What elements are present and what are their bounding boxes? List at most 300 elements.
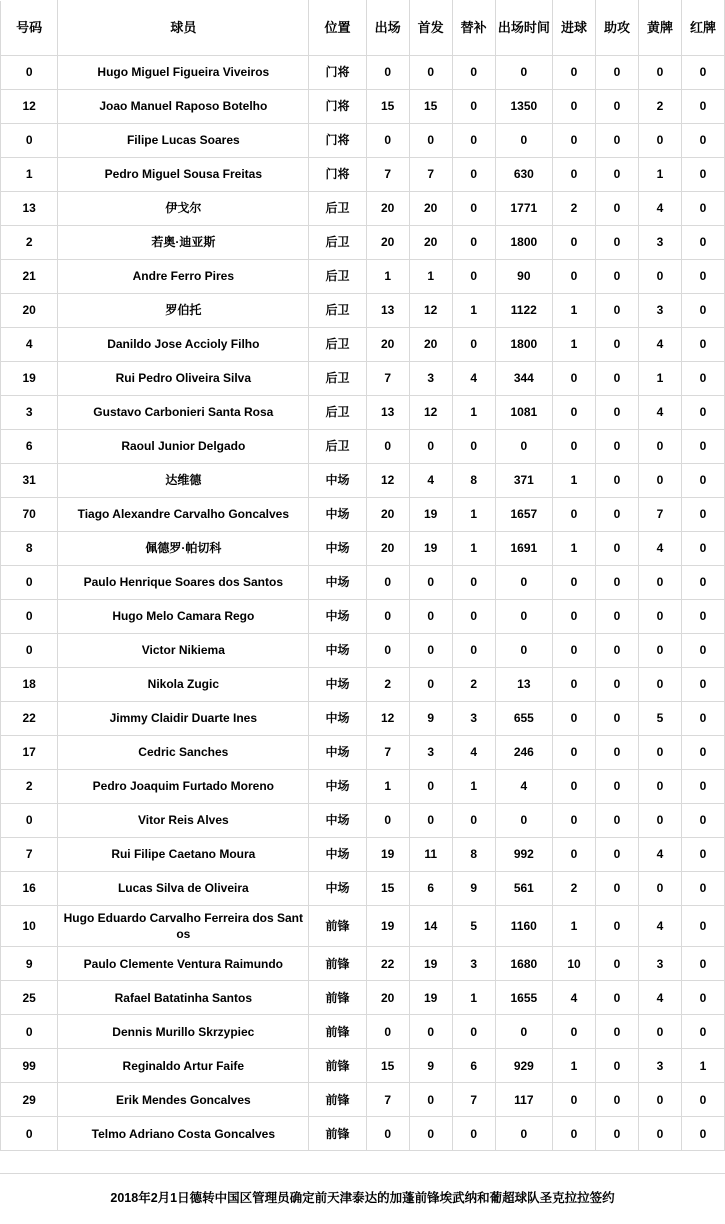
cell-starts: 0 <box>409 804 452 838</box>
cell-starts: 3 <box>409 362 452 396</box>
cell-number: 16 <box>1 872 58 906</box>
cell-starts: 0 <box>409 430 452 464</box>
cell-appearances: 13 <box>366 294 409 328</box>
cell-number: 0 <box>1 634 58 668</box>
cell-starts: 0 <box>409 770 452 804</box>
cell-minutes: 1081 <box>495 396 552 430</box>
table-row <box>1 947 725 981</box>
table-row <box>1 1015 725 1049</box>
cell-assists: 0 <box>596 838 639 872</box>
cell-red-cards: 0 <box>682 906 725 947</box>
cell-yellow-cards: 0 <box>639 804 682 838</box>
cell-player-name[interactable]: Paulo Clemente Ventura Raimundo <box>58 947 309 981</box>
footer-note: 2018年2月1日德转中国区管理员确定前天津泰达的加蓬前锋埃武纳和葡超球队圣克拉拉签约 <box>0 1173 725 1224</box>
cell-goals: 0 <box>553 396 596 430</box>
cell-number: 1 <box>1 158 58 192</box>
cell-starts: 14 <box>409 906 452 947</box>
cell-red-cards: 0 <box>682 566 725 600</box>
cell-goals: 10 <box>553 947 596 981</box>
cell-position: 前锋 <box>309 1083 366 1117</box>
cell-goals: 1 <box>553 1049 596 1083</box>
table-row <box>1 668 725 702</box>
cell-player-name[interactable]: Vitor Reis Alves <box>58 804 309 838</box>
cell-goals: 0 <box>553 1083 596 1117</box>
cell-player-name[interactable]: Lucas Silva de Oliveira <box>58 872 309 906</box>
cell-yellow-cards: 0 <box>639 1117 682 1151</box>
cell-red-cards: 0 <box>682 192 725 226</box>
cell-sub: 0 <box>452 1117 495 1151</box>
cell-sub: 6 <box>452 1049 495 1083</box>
cell-position: 后卫 <box>309 430 366 464</box>
cell-red-cards: 0 <box>682 1083 725 1117</box>
cell-starts: 0 <box>409 566 452 600</box>
cell-number: 8 <box>1 532 58 566</box>
cell-yellow-cards: 0 <box>639 260 682 294</box>
cell-minutes: 90 <box>495 260 552 294</box>
cell-appearances: 20 <box>366 532 409 566</box>
cell-assists: 0 <box>596 90 639 124</box>
table-row <box>1 124 725 158</box>
cell-player-name[interactable]: Rafael Batatinha Santos <box>58 981 309 1015</box>
cell-sub: 4 <box>452 736 495 770</box>
cell-position: 中场 <box>309 498 366 532</box>
cell-goals: 1 <box>553 464 596 498</box>
cell-player-name[interactable]: 罗伯托 <box>58 294 309 328</box>
cell-sub: 1 <box>452 396 495 430</box>
cell-position: 后卫 <box>309 192 366 226</box>
table-row <box>1 600 725 634</box>
cell-red-cards: 0 <box>682 124 725 158</box>
cell-starts: 12 <box>409 396 452 430</box>
cell-position: 门将 <box>309 124 366 158</box>
cell-assists: 0 <box>596 294 639 328</box>
cell-minutes: 655 <box>495 702 552 736</box>
cell-starts: 7 <box>409 158 452 192</box>
cell-position: 门将 <box>309 90 366 124</box>
table-row <box>1 804 725 838</box>
cell-number: 9 <box>1 947 58 981</box>
cell-minutes: 13 <box>495 668 552 702</box>
cell-number: 31 <box>1 464 58 498</box>
cell-player-name[interactable]: 伊戈尔 <box>58 192 309 226</box>
cell-position: 后卫 <box>309 396 366 430</box>
column-header-sub: 替补 <box>452 1 495 56</box>
cell-player-name[interactable]: Raoul Junior Delgado <box>58 430 309 464</box>
cell-starts: 0 <box>409 1083 452 1117</box>
column-header-appearances: 出场 <box>366 1 409 56</box>
cell-assists: 0 <box>596 226 639 260</box>
cell-player-name[interactable]: Victor Nikiema <box>58 634 309 668</box>
cell-yellow-cards: 7 <box>639 498 682 532</box>
table-row <box>1 464 725 498</box>
cell-minutes: 0 <box>495 566 552 600</box>
table-row <box>1 1049 725 1083</box>
cell-yellow-cards: 0 <box>639 56 682 90</box>
cell-number: 19 <box>1 362 58 396</box>
cell-appearances: 20 <box>366 981 409 1015</box>
cell-yellow-cards: 1 <box>639 362 682 396</box>
cell-sub: 8 <box>452 464 495 498</box>
cell-goals: 0 <box>553 804 596 838</box>
cell-player-name[interactable]: Filipe Lucas Soares <box>58 124 309 158</box>
table-row <box>1 226 725 260</box>
table-row <box>1 56 725 90</box>
cell-number: 29 <box>1 1083 58 1117</box>
cell-red-cards: 0 <box>682 362 725 396</box>
cell-sub: 0 <box>452 260 495 294</box>
cell-assists: 0 <box>596 770 639 804</box>
cell-player-name[interactable]: Erik Mendes Goncalves <box>58 1083 309 1117</box>
cell-player-name[interactable]: Cedric Sanches <box>58 736 309 770</box>
cell-appearances: 0 <box>366 600 409 634</box>
cell-yellow-cards: 1 <box>639 158 682 192</box>
cell-player-name[interactable]: 若奥·迪亚斯 <box>58 226 309 260</box>
cell-player-name[interactable]: Reginaldo Artur Faife <box>58 1049 309 1083</box>
cell-sub: 3 <box>452 947 495 981</box>
cell-yellow-cards: 3 <box>639 1049 682 1083</box>
cell-yellow-cards: 0 <box>639 1083 682 1117</box>
cell-sub: 0 <box>452 804 495 838</box>
cell-position: 前锋 <box>309 1117 366 1151</box>
cell-red-cards: 0 <box>682 981 725 1015</box>
cell-player-name[interactable]: Pedro Joaquim Furtado Moreno <box>58 770 309 804</box>
cell-red-cards: 0 <box>682 838 725 872</box>
cell-appearances: 2 <box>366 668 409 702</box>
cell-yellow-cards: 4 <box>639 192 682 226</box>
cell-appearances: 1 <box>366 770 409 804</box>
cell-minutes: 0 <box>495 56 552 90</box>
cell-red-cards: 1 <box>682 1049 725 1083</box>
cell-assists: 0 <box>596 498 639 532</box>
cell-minutes: 1680 <box>495 947 552 981</box>
cell-number: 0 <box>1 804 58 838</box>
cell-starts: 4 <box>409 464 452 498</box>
cell-yellow-cards: 5 <box>639 702 682 736</box>
cell-number: 0 <box>1 56 58 90</box>
cell-position: 前锋 <box>309 1049 366 1083</box>
cell-appearances: 0 <box>366 804 409 838</box>
cell-assists: 0 <box>596 260 639 294</box>
cell-position: 前锋 <box>309 1015 366 1049</box>
cell-position: 门将 <box>309 158 366 192</box>
cell-goals: 4 <box>553 981 596 1015</box>
cell-assists: 0 <box>596 1117 639 1151</box>
cell-position: 门将 <box>309 56 366 90</box>
table-row <box>1 192 725 226</box>
cell-starts: 0 <box>409 600 452 634</box>
cell-red-cards: 0 <box>682 226 725 260</box>
cell-goals: 0 <box>553 90 596 124</box>
column-header-starts: 首发 <box>409 1 452 56</box>
table-row <box>1 294 725 328</box>
cell-assists: 0 <box>596 192 639 226</box>
table-row <box>1 158 725 192</box>
table-row <box>1 838 725 872</box>
cell-assists: 0 <box>596 981 639 1015</box>
cell-red-cards: 0 <box>682 498 725 532</box>
cell-sub: 5 <box>452 906 495 947</box>
table-row <box>1 981 725 1015</box>
cell-red-cards: 0 <box>682 464 725 498</box>
cell-starts: 19 <box>409 947 452 981</box>
cell-player-name[interactable]: Paulo Henrique Soares dos Santos <box>58 566 309 600</box>
cell-minutes: 0 <box>495 124 552 158</box>
column-header-assists: 助攻 <box>596 1 639 56</box>
cell-starts: 20 <box>409 328 452 362</box>
cell-appearances: 12 <box>366 464 409 498</box>
cell-appearances: 7 <box>366 736 409 770</box>
cell-assists: 0 <box>596 532 639 566</box>
cell-sub: 0 <box>452 1015 495 1049</box>
cell-goals: 0 <box>553 668 596 702</box>
cell-number: 20 <box>1 294 58 328</box>
cell-minutes: 0 <box>495 804 552 838</box>
cell-player-name[interactable]: Pedro Miguel Sousa Freitas <box>58 158 309 192</box>
cell-position: 中场 <box>309 804 366 838</box>
cell-appearances: 0 <box>366 634 409 668</box>
cell-red-cards: 0 <box>682 634 725 668</box>
cell-red-cards: 0 <box>682 294 725 328</box>
cell-red-cards: 0 <box>682 396 725 430</box>
column-header-position: 位置 <box>309 1 366 56</box>
cell-number: 0 <box>1 1015 58 1049</box>
cell-minutes: 1350 <box>495 90 552 124</box>
table-row <box>1 906 725 947</box>
cell-sub: 3 <box>452 702 495 736</box>
cell-appearances: 0 <box>366 1117 409 1151</box>
cell-assists: 0 <box>596 1083 639 1117</box>
table-row <box>1 260 725 294</box>
table-row <box>1 634 725 668</box>
cell-appearances: 7 <box>366 158 409 192</box>
cell-starts: 9 <box>409 1049 452 1083</box>
cell-number: 0 <box>1 600 58 634</box>
cell-minutes: 0 <box>495 1015 552 1049</box>
cell-yellow-cards: 0 <box>639 634 682 668</box>
cell-sub: 0 <box>452 430 495 464</box>
cell-starts: 19 <box>409 532 452 566</box>
table-row <box>1 702 725 736</box>
cell-player-name[interactable]: Danildo Jose Accioly Filho <box>58 328 309 362</box>
cell-sub: 1 <box>452 498 495 532</box>
cell-minutes: 929 <box>495 1049 552 1083</box>
table-row <box>1 532 725 566</box>
cell-yellow-cards: 0 <box>639 464 682 498</box>
cell-assists: 0 <box>596 634 639 668</box>
table-header <box>1 1 725 56</box>
cell-number: 18 <box>1 668 58 702</box>
cell-player-name[interactable]: Nikola Zugic <box>58 668 309 702</box>
cell-assists: 0 <box>596 702 639 736</box>
cell-starts: 0 <box>409 634 452 668</box>
table-row <box>1 566 725 600</box>
cell-starts: 19 <box>409 498 452 532</box>
cell-minutes: 0 <box>495 430 552 464</box>
cell-appearances: 15 <box>366 90 409 124</box>
cell-player-name[interactable]: Jimmy Claidir Duarte Ines <box>58 702 309 736</box>
cell-yellow-cards: 0 <box>639 872 682 906</box>
cell-assists: 0 <box>596 362 639 396</box>
cell-appearances: 22 <box>366 947 409 981</box>
table-row <box>1 1117 725 1151</box>
cell-appearances: 20 <box>366 328 409 362</box>
cell-goals: 0 <box>553 600 596 634</box>
cell-goals: 1 <box>553 294 596 328</box>
cell-number: 7 <box>1 838 58 872</box>
cell-minutes: 1160 <box>495 906 552 947</box>
cell-yellow-cards: 0 <box>639 668 682 702</box>
cell-yellow-cards: 0 <box>639 566 682 600</box>
cell-red-cards: 0 <box>682 90 725 124</box>
cell-position: 中场 <box>309 634 366 668</box>
cell-yellow-cards: 3 <box>639 226 682 260</box>
cell-assists: 0 <box>596 56 639 90</box>
cell-starts: 9 <box>409 702 452 736</box>
cell-goals: 0 <box>553 430 596 464</box>
table-row <box>1 1083 725 1117</box>
cell-goals: 1 <box>553 532 596 566</box>
cell-red-cards: 0 <box>682 56 725 90</box>
cell-position: 前锋 <box>309 906 366 947</box>
cell-assists: 0 <box>596 396 639 430</box>
cell-sub: 4 <box>452 362 495 396</box>
cell-goals: 1 <box>553 906 596 947</box>
cell-player-name[interactable]: Hugo Miguel Figueira Viveiros <box>58 56 309 90</box>
cell-player-name[interactable]: Rui Filipe Caetano Moura <box>58 838 309 872</box>
cell-sub: 1 <box>452 981 495 1015</box>
cell-appearances: 13 <box>366 396 409 430</box>
cell-player-name[interactable]: Tiago Alexandre Carvalho Goncalves <box>58 498 309 532</box>
cell-red-cards: 0 <box>682 668 725 702</box>
cell-minutes: 0 <box>495 634 552 668</box>
cell-sub: 0 <box>452 90 495 124</box>
cell-number: 0 <box>1 124 58 158</box>
cell-red-cards: 0 <box>682 158 725 192</box>
cell-assists: 0 <box>596 124 639 158</box>
cell-player-name[interactable]: Telmo Adriano Costa Goncalves <box>58 1117 309 1151</box>
cell-red-cards: 0 <box>682 532 725 566</box>
cell-goals: 0 <box>553 1015 596 1049</box>
cell-player-name[interactable]: Rui Pedro Oliveira Silva <box>58 362 309 396</box>
cell-position: 中场 <box>309 770 366 804</box>
cell-appearances: 12 <box>366 702 409 736</box>
cell-player-name[interactable]: Dennis Murillo Skrzypiec <box>58 1015 309 1049</box>
cell-player-name[interactable]: 达维德 <box>58 464 309 498</box>
cell-starts: 0 <box>409 1117 452 1151</box>
table-row <box>1 362 725 396</box>
cell-sub: 0 <box>452 566 495 600</box>
cell-starts: 19 <box>409 981 452 1015</box>
cell-goals: 0 <box>553 770 596 804</box>
table-row <box>1 872 725 906</box>
cell-number: 2 <box>1 226 58 260</box>
cell-red-cards: 0 <box>682 600 725 634</box>
cell-number: 99 <box>1 1049 58 1083</box>
cell-player-name[interactable]: Hugo Eduardo Carvalho Ferreira dos Santos <box>58 906 309 947</box>
cell-minutes: 1657 <box>495 498 552 532</box>
cell-minutes: 630 <box>495 158 552 192</box>
cell-red-cards: 0 <box>682 872 725 906</box>
cell-number: 2 <box>1 770 58 804</box>
cell-starts: 1 <box>409 260 452 294</box>
cell-goals: 2 <box>553 872 596 906</box>
cell-goals: 1 <box>553 328 596 362</box>
cell-minutes: 561 <box>495 872 552 906</box>
cell-minutes: 1122 <box>495 294 552 328</box>
table-row <box>1 90 725 124</box>
table-row <box>1 328 725 362</box>
cell-yellow-cards: 0 <box>639 124 682 158</box>
cell-minutes: 0 <box>495 1117 552 1151</box>
cell-starts: 0 <box>409 1015 452 1049</box>
cell-red-cards: 0 <box>682 804 725 838</box>
cell-player-name[interactable]: 佩德罗·帕切科 <box>58 532 309 566</box>
cell-position: 中场 <box>309 838 366 872</box>
cell-number: 0 <box>1 566 58 600</box>
cell-yellow-cards: 4 <box>639 328 682 362</box>
cell-appearances: 20 <box>366 498 409 532</box>
table-row <box>1 498 725 532</box>
cell-appearances: 0 <box>366 566 409 600</box>
cell-number: 3 <box>1 396 58 430</box>
cell-position: 中场 <box>309 464 366 498</box>
cell-appearances: 15 <box>366 872 409 906</box>
cell-yellow-cards: 0 <box>639 1015 682 1049</box>
cell-red-cards: 0 <box>682 770 725 804</box>
cell-sub: 1 <box>452 532 495 566</box>
cell-position: 中场 <box>309 736 366 770</box>
cell-player-name[interactable]: Hugo Melo Camara Rego <box>58 600 309 634</box>
cell-appearances: 19 <box>366 906 409 947</box>
cell-position: 中场 <box>309 872 366 906</box>
column-header-red-cards: 红牌 <box>682 1 725 56</box>
cell-number: 4 <box>1 328 58 362</box>
cell-minutes: 992 <box>495 838 552 872</box>
column-header-number: 号码 <box>1 1 58 56</box>
cell-assists: 0 <box>596 906 639 947</box>
cell-minutes: 1771 <box>495 192 552 226</box>
cell-yellow-cards: 4 <box>639 906 682 947</box>
cell-starts: 20 <box>409 226 452 260</box>
cell-goals: 0 <box>553 158 596 192</box>
cell-position: 后卫 <box>309 226 366 260</box>
cell-red-cards: 0 <box>682 702 725 736</box>
table-row <box>1 770 725 804</box>
cell-assists: 0 <box>596 947 639 981</box>
cell-assists: 0 <box>596 668 639 702</box>
cell-goals: 0 <box>553 736 596 770</box>
cell-player-name[interactable]: Andre Ferro Pires <box>58 260 309 294</box>
cell-assists: 0 <box>596 872 639 906</box>
cell-yellow-cards: 3 <box>639 947 682 981</box>
cell-appearances: 0 <box>366 430 409 464</box>
cell-sub: 0 <box>452 328 495 362</box>
column-header-minutes: 出场时间 <box>495 1 552 56</box>
table-row <box>1 396 725 430</box>
cell-yellow-cards: 3 <box>639 294 682 328</box>
cell-number: 25 <box>1 981 58 1015</box>
cell-yellow-cards: 0 <box>639 600 682 634</box>
cell-red-cards: 0 <box>682 328 725 362</box>
cell-goals: 0 <box>553 702 596 736</box>
cell-yellow-cards: 0 <box>639 770 682 804</box>
cell-player-name[interactable]: Joao Manuel Raposo Botelho <box>58 90 309 124</box>
cell-assists: 0 <box>596 158 639 192</box>
cell-minutes: 1800 <box>495 328 552 362</box>
cell-minutes: 1655 <box>495 981 552 1015</box>
cell-player-name[interactable]: Gustavo Carbonieri Santa Rosa <box>58 396 309 430</box>
cell-minutes: 117 <box>495 1083 552 1117</box>
